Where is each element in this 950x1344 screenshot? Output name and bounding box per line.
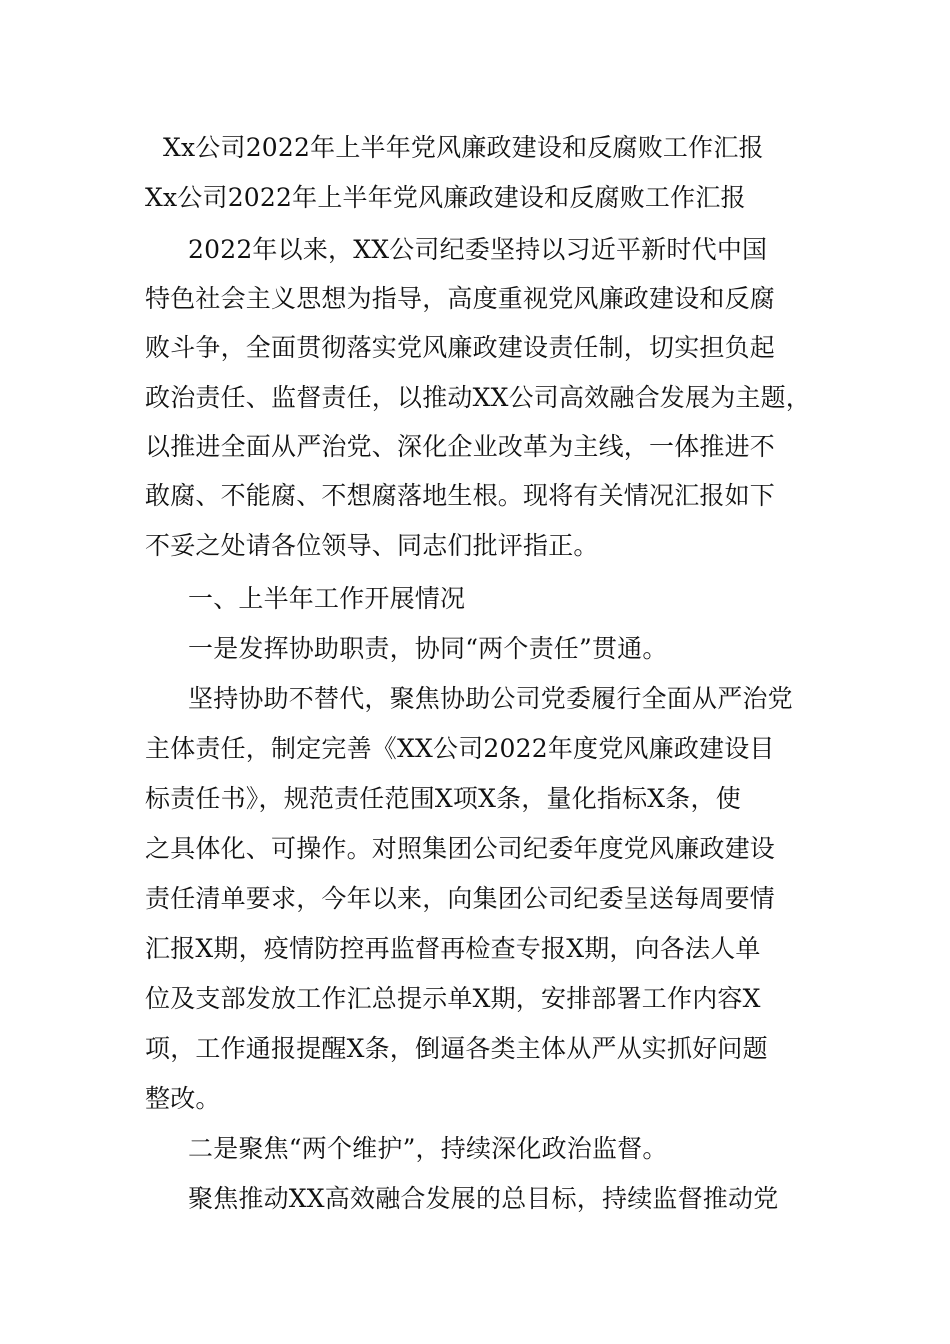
body-line: 位及支部发放工作汇总提示单X期，安排部署工作内容X	[145, 984, 761, 1013]
body-line: 坚持协助不替代，聚焦协助公司党委履行全面从严治党	[188, 684, 793, 713]
body-line: 特色社会主义思想为指导，高度重视党风廉政建设和反腐	[145, 284, 776, 313]
body-line: 责任清单要求，今年以来，向集团公司纪委呈送每周要情	[145, 884, 776, 913]
body-line: 政治责任、监督责任，以推动XX公司高效融合发展为主题，	[145, 383, 811, 412]
body-line: 整改。	[145, 1084, 221, 1113]
section-heading: 一、上半年工作开展情况	[188, 584, 466, 613]
body-line: 2022年以来，XX公司纪委坚持以习近平新时代中国	[188, 235, 768, 264]
body-line: 败斗争，全面贯彻落实党风廉政建设责任制，切实担负起	[145, 333, 776, 362]
body-line: 主体责任，制定完善《XX公司2022年度党风廉政建设目	[145, 734, 775, 763]
body-line: 标责任书》，规范责任范围X项X条，量化指标X条，使	[145, 784, 741, 813]
body-line: 敢腐、不能腐、不想腐落地生根。现将有关情况汇报如下	[145, 481, 776, 510]
body-line: 聚焦推动XX高效融合发展的总目标，持续监督推动党	[188, 1184, 779, 1213]
body-line: 不妥之处请各位领导、同志们批评指正。	[145, 531, 599, 560]
body-line: 以推进全面从严治党、深化企业改革为主线，一体推进不	[145, 432, 776, 461]
body-line: 汇报X期，疫情防控再监督再检查专报X期，向各法人单	[145, 934, 761, 963]
document-title-repeat: Xx公司2022年上半年党风廉政建设和反腐败工作汇报	[145, 183, 746, 212]
document-title: Xx公司2022年上半年党风廉政建设和反腐败工作汇报	[163, 133, 764, 162]
body-line: 之具体化、可操作。对照集团公司纪委年度党风廉政建设	[145, 834, 776, 863]
subsection-heading: 一是发挥协助职责，协同“两个责任”贯通。	[188, 634, 668, 663]
subsection-heading: 二是聚焦“两个维护”，持续深化政治监督。	[188, 1134, 668, 1163]
body-line: 项，工作通报提醒X条，倒逼各类主体从严从实抓好问题	[145, 1034, 768, 1063]
